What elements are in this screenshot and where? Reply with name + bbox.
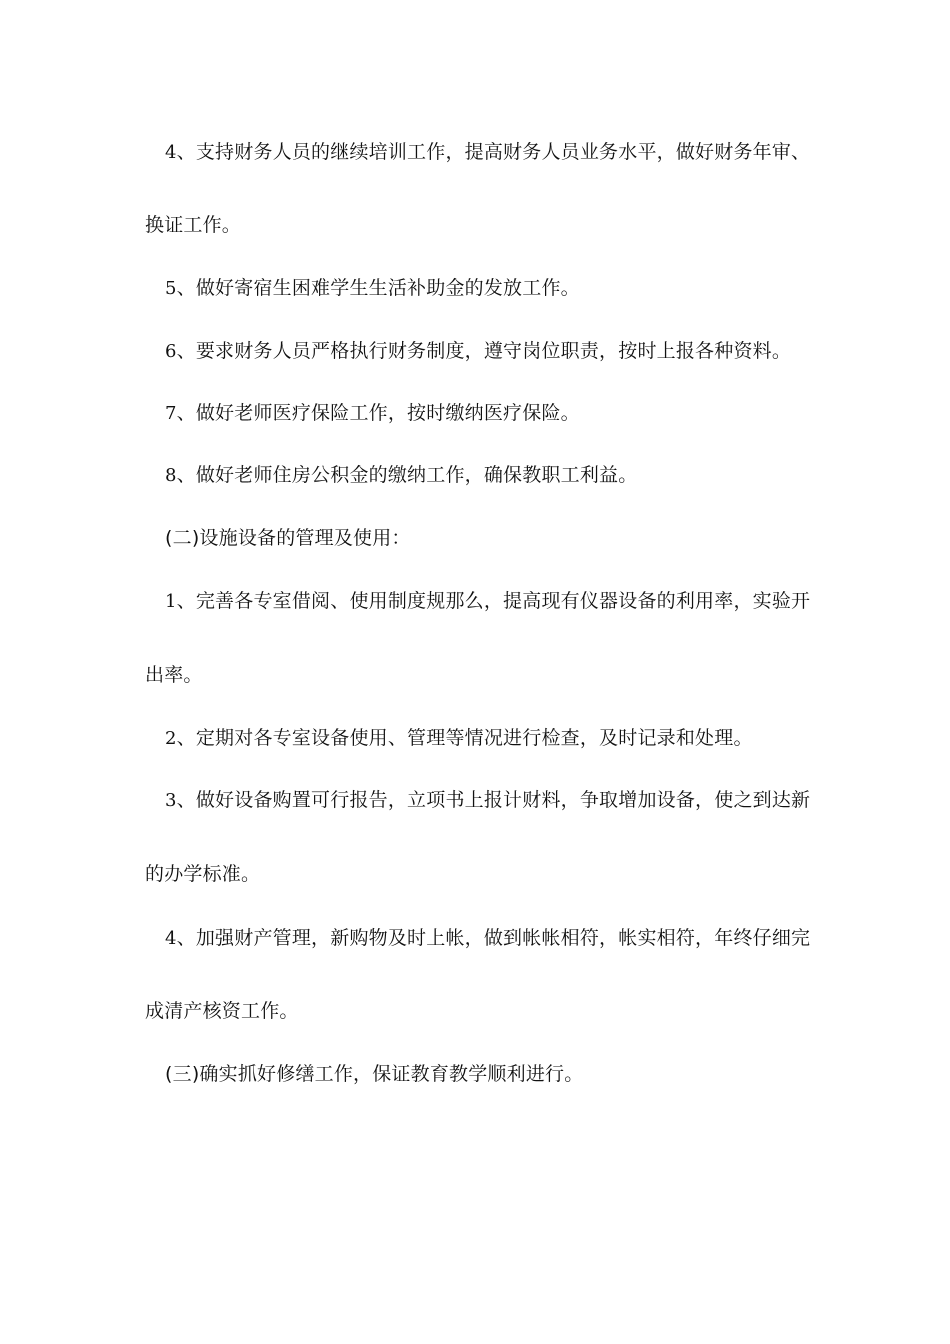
line-text: 换证工作。 <box>145 214 242 236</box>
line-text: 出率。 <box>145 664 203 686</box>
line-text: 、做好老师住房公积金的缴纳工作，确保教职工利益。 <box>176 464 638 486</box>
item-number: 2 <box>165 728 177 749</box>
line-text: (二)设施设备的管理及使用： <box>165 527 411 549</box>
item-number: 5 <box>165 278 177 299</box>
item-number: 8 <box>165 465 177 486</box>
line-text: 、加强财产管理，新购物及时上帐，做到帐帐相符，帐实相符，年终仔细完 <box>176 927 811 949</box>
line-text: 、完善各专室借阅、使用制度规那么，提高现有仪器设备的利用率，实验开 <box>176 590 811 612</box>
paragraph-line <box>165 338 845 365</box>
paragraph-line <box>165 275 845 302</box>
item-number: 6 <box>165 341 177 362</box>
paragraph-line <box>165 588 845 615</box>
item-number: 1 <box>165 591 177 612</box>
item-number: 4 <box>165 142 177 163</box>
paragraph-line <box>165 725 845 752</box>
section-heading <box>165 525 845 551</box>
paragraph-line <box>145 212 825 238</box>
line-text: 、做好老师医疗保险工作，按时缴纳医疗保险。 <box>176 402 580 424</box>
item-number: 7 <box>165 403 177 424</box>
paragraph-line <box>145 662 825 688</box>
line-text: (三)确实抓好修缮工作，保证教育教学顺利进行。 <box>165 1063 584 1085</box>
paragraph-line <box>145 861 825 887</box>
paragraph-line <box>165 400 845 427</box>
paragraph-line <box>145 998 825 1024</box>
line-text: 、做好设备购置可行报告，立项书上报计财料，争取增加设备，使之到达新 <box>176 789 811 811</box>
line-text: 、支持财务人员的继续培训工作，提高财务人员业务水平，做好财务年审、 <box>176 141 811 163</box>
paragraph-line <box>165 462 845 489</box>
item-number: 3 <box>165 790 177 811</box>
item-number: 4 <box>165 928 177 949</box>
line-text: 、要求财务人员严格执行财务制度，遵守岗位职责，按时上报各种资料。 <box>176 340 792 362</box>
line-text: 、定期对各专室设备使用、管理等情况进行检查，及时记录和处理。 <box>176 727 753 749</box>
paragraph-line <box>165 139 845 166</box>
line-text: 、做好寄宿生困难学生生活补助金的发放工作。 <box>176 277 580 299</box>
section-heading <box>165 1061 845 1087</box>
line-text: 成清产核资工作。 <box>145 1000 299 1022</box>
line-text: 的办学标准。 <box>145 863 261 885</box>
paragraph-line <box>165 925 845 952</box>
paragraph-line <box>165 787 845 814</box>
